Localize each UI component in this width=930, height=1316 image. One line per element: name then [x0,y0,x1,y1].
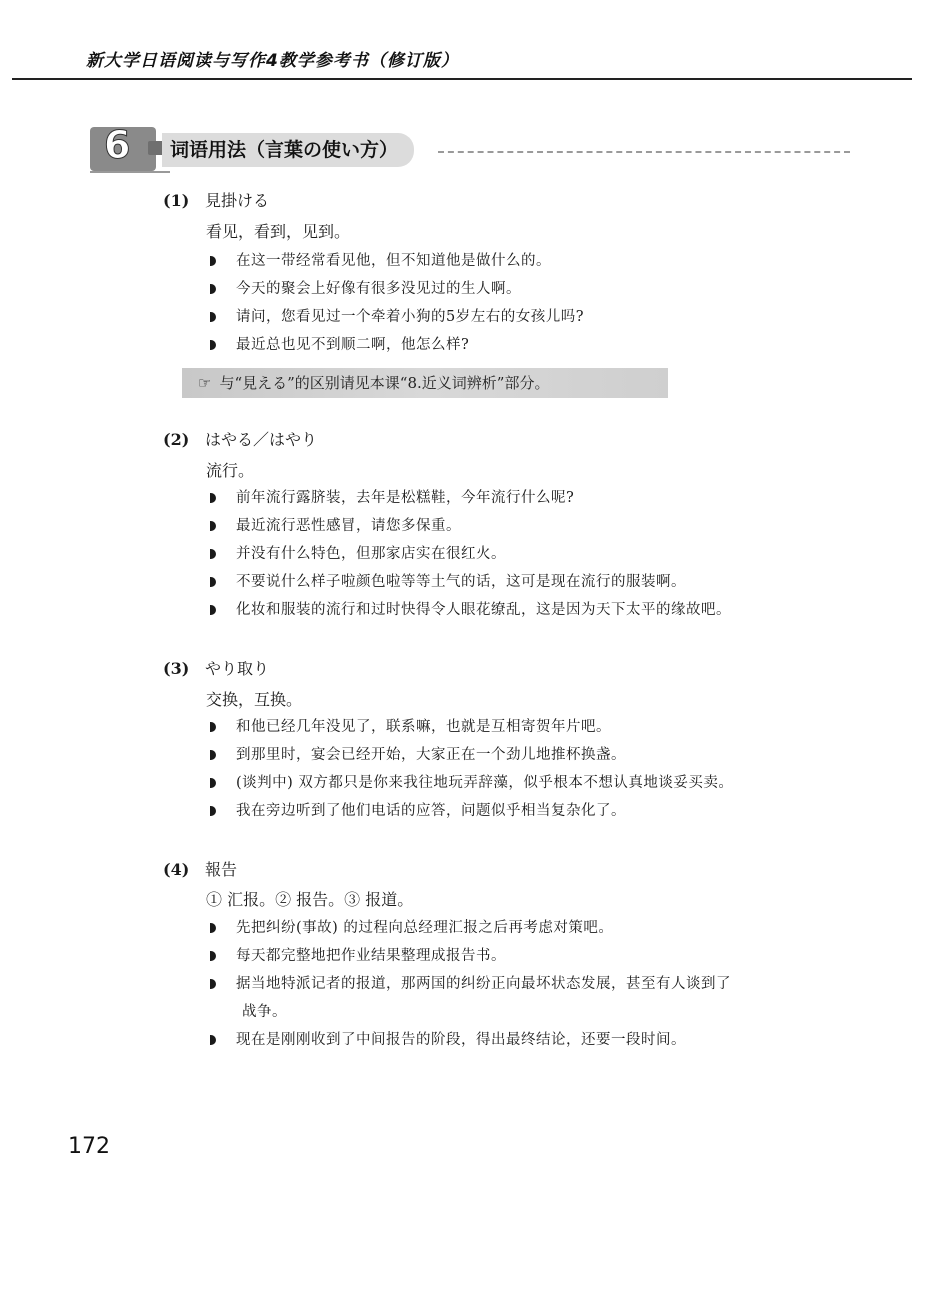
entry-heading [163,188,269,211]
pointing-hand-icon: ☞ [198,374,212,392]
example-sentence: 最近总也见不到顺二啊，他怎么样? [210,333,469,354]
entry-meaning: 流行。 [206,461,255,480]
entry-heading [163,427,317,450]
section-title: 词语用法（言葉の使い方） [162,133,414,167]
bullet-icon [210,493,216,503]
bullet-icon [210,750,216,760]
bullet-icon [210,549,216,559]
running-header: 新大学日语阅读与写作4教学参考书（修订版） [86,51,459,71]
example-sentence: 在这一带经常看见他，但不知道他是做什么的。 [210,249,551,270]
entry-meaning: 看见，看到，见到。 [206,222,351,241]
bullet-icon [210,806,216,816]
section-badge [90,123,156,171]
note-box [182,368,668,398]
bullet-icon [210,923,216,933]
bullet-icon [210,1035,216,1045]
bullet-icon [210,951,216,961]
example-sentence: 先把纠纷(事故) 的过程向总经理汇报之后再考虑对策吧。 [210,916,613,937]
example-sentence: 据当地特派记者的报道，那两国的纠纷正向最坏状态发展，甚至有人谈到了 [210,972,731,993]
bullet-icon [210,521,216,531]
example-sentence: 现在是刚刚收到了中间报告的阶段，得出最终结论，还要一段时间。 [210,1028,686,1049]
entry-word: やり取り [205,659,270,678]
bullet-icon [210,979,216,989]
example-sentence: (谈判中) 双方都只是你来我往地玩弄辞藻，似乎根本不想认真地谈妥买卖。 [210,771,733,792]
entry-word: はやる／はやり [205,430,318,449]
example-sentence: 最近流行恶性感冒，请您多保重。 [210,514,461,535]
example-sentence: 每天都完整地把作业结果整理成报告书。 [210,944,506,965]
entry-word: 報告 [205,860,238,879]
bullet-icon [210,577,216,587]
dashed-divider [438,151,850,153]
example-sentence: 并没有什么特色，但那家店实在很红火。 [210,542,506,563]
entry-heading [163,857,237,880]
bullet-icon [210,284,216,294]
example-sentence: 我在旁边听到了他们电话的应答，问题似乎相当复杂化了。 [210,799,626,820]
example-sentence: 今天的聚会上好像有很多没见过的生人啊。 [210,277,521,298]
entry-meaning: 交换，互换。 [206,690,303,709]
entry-number: (2) [163,430,190,449]
section-number: 6 [104,123,131,167]
example-sentence: 不要说什么样子啦颜色啦等等土气的话，这可是现在流行的服装啊。 [210,570,686,591]
entry-number: (1) [163,191,190,210]
entry-word: 見掛ける [205,191,270,210]
bullet-icon [210,340,216,350]
example-sentence: 到那里时，宴会已经开始，大家正在一个劲儿地推杯换盏。 [210,743,626,764]
bullet-icon [210,605,216,615]
note-text: 与“見える”的区别请见本课“8.近义词辨析”部分。 [219,374,550,392]
entry-heading [163,656,269,679]
section-heading [90,123,850,173]
entry-meaning: ① 汇报。② 报告。③ 报道。 [206,890,414,909]
example-sentence: 请问，您看见过一个牵着小狗的5岁左右的女孩儿吗? [210,305,584,326]
example-sentence: 和他已经几年没见了，联系嘛，也就是互相寄贺年片吧。 [210,715,611,736]
page-number: 172 [68,1134,110,1159]
bullet-icon [210,722,216,732]
badge-underline [90,171,170,173]
bullet-icon [210,312,216,322]
header-rule [12,78,912,80]
bullet-icon [210,778,216,788]
example-sentence: 前年流行露脐装，去年是松糕鞋，今年流行什么呢? [210,486,574,507]
entry-number: (4) [163,860,190,879]
bullet-icon [210,256,216,266]
entry-number: (3) [163,659,190,678]
example-sentence: 化妆和服装的流行和过时快得令人眼花缭乱，这是因为天下太平的缘故吧。 [210,598,731,619]
